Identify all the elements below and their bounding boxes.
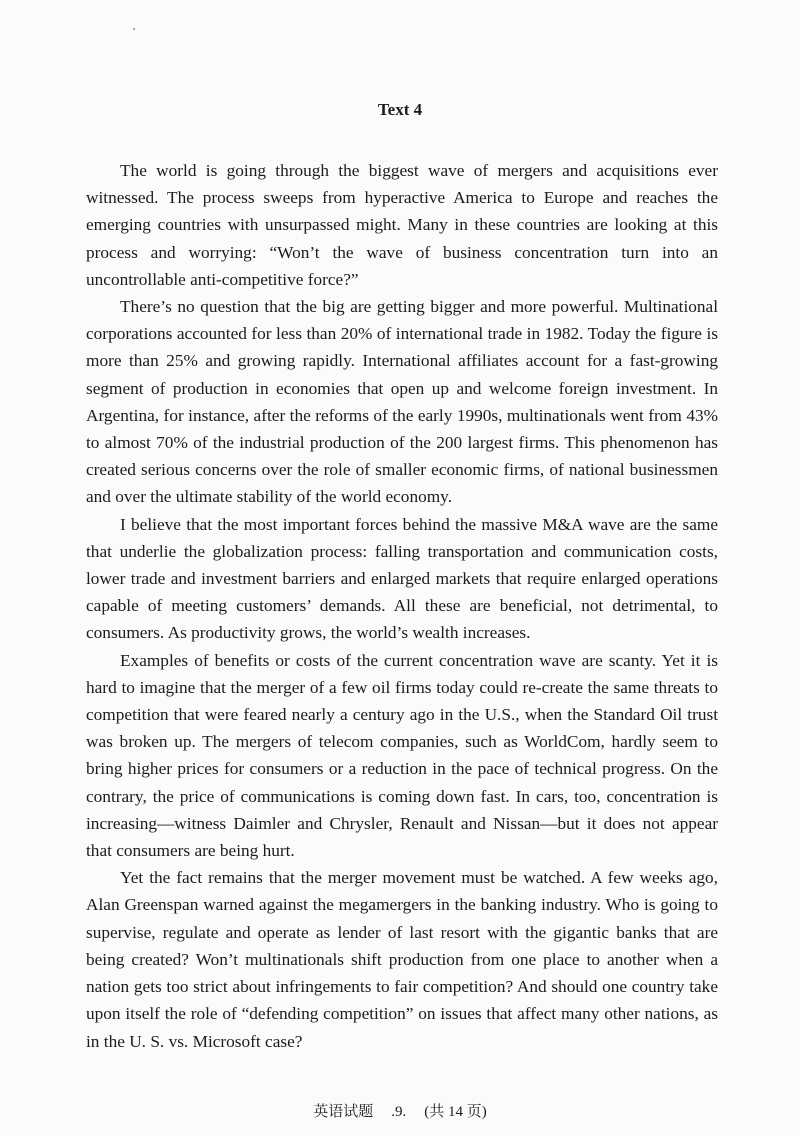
- scan-speck: [133, 28, 135, 30]
- footer-page-number: .9.: [391, 1104, 407, 1120]
- footer-total-pages: (共 14 页): [424, 1104, 487, 1120]
- section-title: Text 4: [377, 100, 423, 119]
- paragraph-3: I believe that the most important forces behind the massive M&A wave are the same that underlie the globalization process: falling transportation and communication costs, lower trade and investment barriers and enlarged markets that require enlarged operations capable of meeting customers’ demands. All these are beneficial, not detrimental, to consumers. As productivity grows, the world’s wealth increases.: [86, 514, 718, 643]
- passage-body: [86, 157, 718, 1055]
- paragraph-2: There’s no question that the big are getting bigger and more powerful. Multinational corporations accounted for less than 20% of international trade in 1982. Today the figure is more than 25% and growing rapidly. International affiliates account for a fast-growing segment of production in economies that open up and welcome foreign investment. In Argentina, for instance, after the reforms of the early 1990s, multinationals went from 43% to almost 70% of the industrial production of the 200 largest firms. This phenomenon has created serious concerns over the role of smaller economic firms, of national businessmen and over the ultimate stability of the world economy.: [86, 297, 718, 507]
- paragraph-4: Examples of benefits or costs of the current concentration wave are scanty. Yet it is hard to imagine that the merger of a few oil firms today could re-create the same threats to competition that were feared nearly a century ago in the U.S., when the Standard Oil trust was broken up. The mergers of telecom companies, such as WorldCom, hardly seem to bring higher prices for consumers or a reduction in the pace of technical progress. On the contrary, the price of communications is coming down fast. In cars, too, concentration is increasing—witness Daimler and Chrysler, Renault and Nissan—but it does not appear that consumers are being hurt.: [86, 650, 718, 861]
- footer-subject: 英语试题: [313, 1104, 374, 1120]
- page-footer: [0, 1102, 800, 1122]
- paragraph-5: Yet the fact remains that the merger movement must be watched. A few weeks ago, Alan Greenspan warned against the megamergers in the banking industry. Who is going to supervise, regulate and operate as lender of last resort with the gigantic banks that are being created? Won’t multinationals shift production from one place to another when a nation gets too strict about infringements to fair competition? And should one country take upon itself the role of “defending competition” on issues that affect many other nations, as in the U. S. vs. Microsoft case?: [86, 868, 718, 1051]
- paragraph-1: The world is going through the biggest wave of mergers and acquisitions ever witnessed. The process sweeps from hyperactive America to Europe and reaches the emerging countries with unsurpassed might. Many in these countries are looking at this process and worrying: “Won’t the wave of business concentration turn into an uncontrollable anti-competitive force?”: [86, 161, 718, 289]
